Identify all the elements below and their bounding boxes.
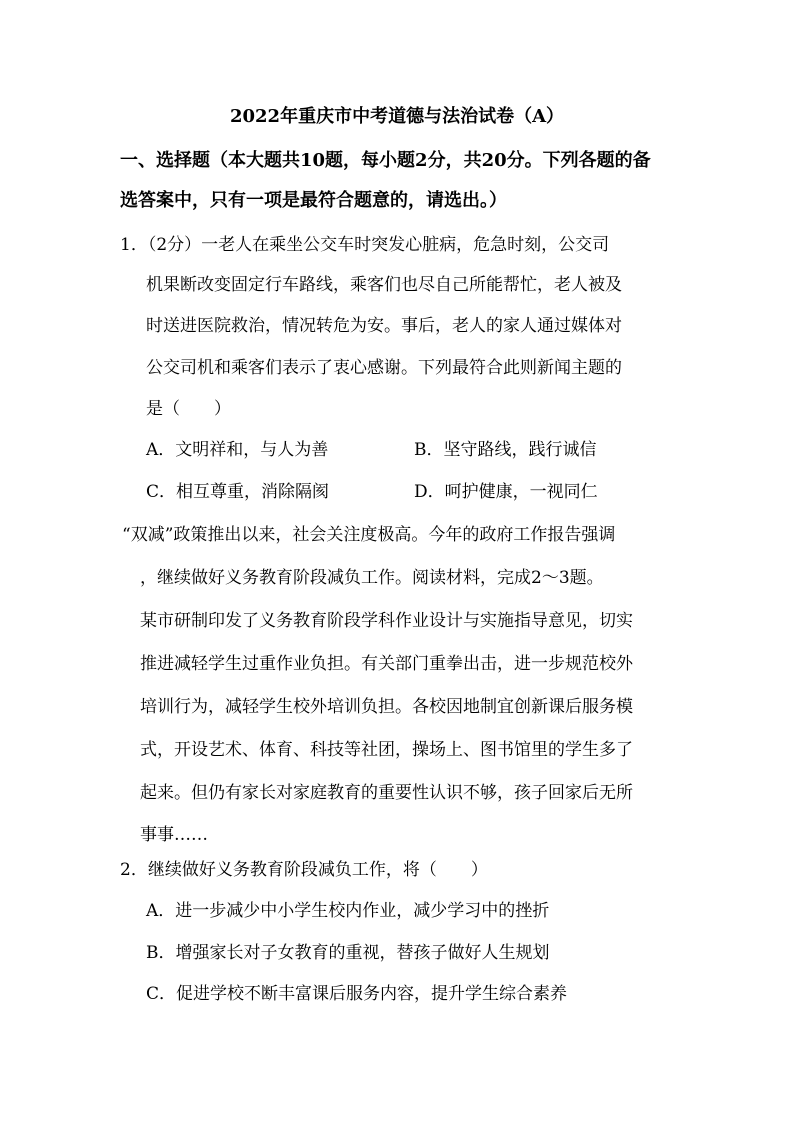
material-intro-line-2: ，继续做好义务教育阶段减负工作。阅读材料，完成2～3题。: [140, 568, 604, 588]
question-1-line-5: 是（ ）: [146, 399, 231, 419]
question-1-line-4: 公交司机和乘客们表示了衷心感谢。下列最符合此则新闻主题的: [146, 358, 622, 378]
material-line-5: 起来。但仍有家长对家庭教育的重要性认识不够，孩子回家后无所: [140, 783, 633, 803]
section-heading-line-2: 选答案中，只有一项是最符合题意的，请选出。）: [120, 190, 507, 211]
question-2-option-a: A．进一步减少中小学生校内作业，减少学习中的挫折: [146, 901, 550, 921]
material-line-3: 培训行为，减轻学生校外培训负担。各校因地制宜创新课后服务模: [140, 697, 633, 717]
material-line-1: 某市研制印发了义务教育阶段学科作业设计与实施指导意见，切实: [140, 611, 633, 631]
material-line-6: 事事……: [140, 825, 208, 845]
section-heading-line-1: 一、选择题（本大题共10题，每小题2分，共20分。下列各题的备: [120, 150, 651, 171]
question-1-line-1: 1．（2分）一老人在乘坐公交车时突发心脏病，危急时刻，公交司: [120, 235, 610, 255]
question-2-option-c: C．促进学校不断丰富课后服务内容，提升学生综合素养: [146, 984, 568, 1004]
question-1-line-2: 机果断改变固定行车路线，乘客们也尽自己所能帮忙，老人被及: [146, 275, 622, 295]
material-line-4: 式，开设艺术、体育、科技等社团，操场上、图书馆里的学生多了: [140, 740, 633, 760]
question-1-line-3: 时送进医院救治，情况转危为安。事后，老人的家人通过媒体对: [146, 316, 622, 336]
question-1-option-a: A．文明祥和，与人为善: [146, 440, 329, 460]
material-line-2: 推进减轻学生过重作业负担。有关部门重拳出击，进一步规范校外: [140, 654, 633, 674]
question-1-option-d: D．呵护健康，一视同仁: [414, 482, 598, 502]
question-2-stem: 2．继续做好义务教育阶段减负工作，将（ ）: [120, 860, 488, 880]
page-title: 2022年重庆市中考道德与法治试卷（A）: [229, 106, 565, 127]
material-intro-line-1: “双减”政策推出以来，社会关注度极高。今年的政府工作报告强调: [122, 525, 616, 545]
question-2-option-b: B．增强家长对子女教育的重视，替孩子做好人生规划: [146, 943, 550, 963]
question-1-option-b: B．坚守路线，践行诚信: [414, 440, 597, 460]
question-1-option-c: C．相互尊重，消除隔阂: [146, 482, 330, 502]
